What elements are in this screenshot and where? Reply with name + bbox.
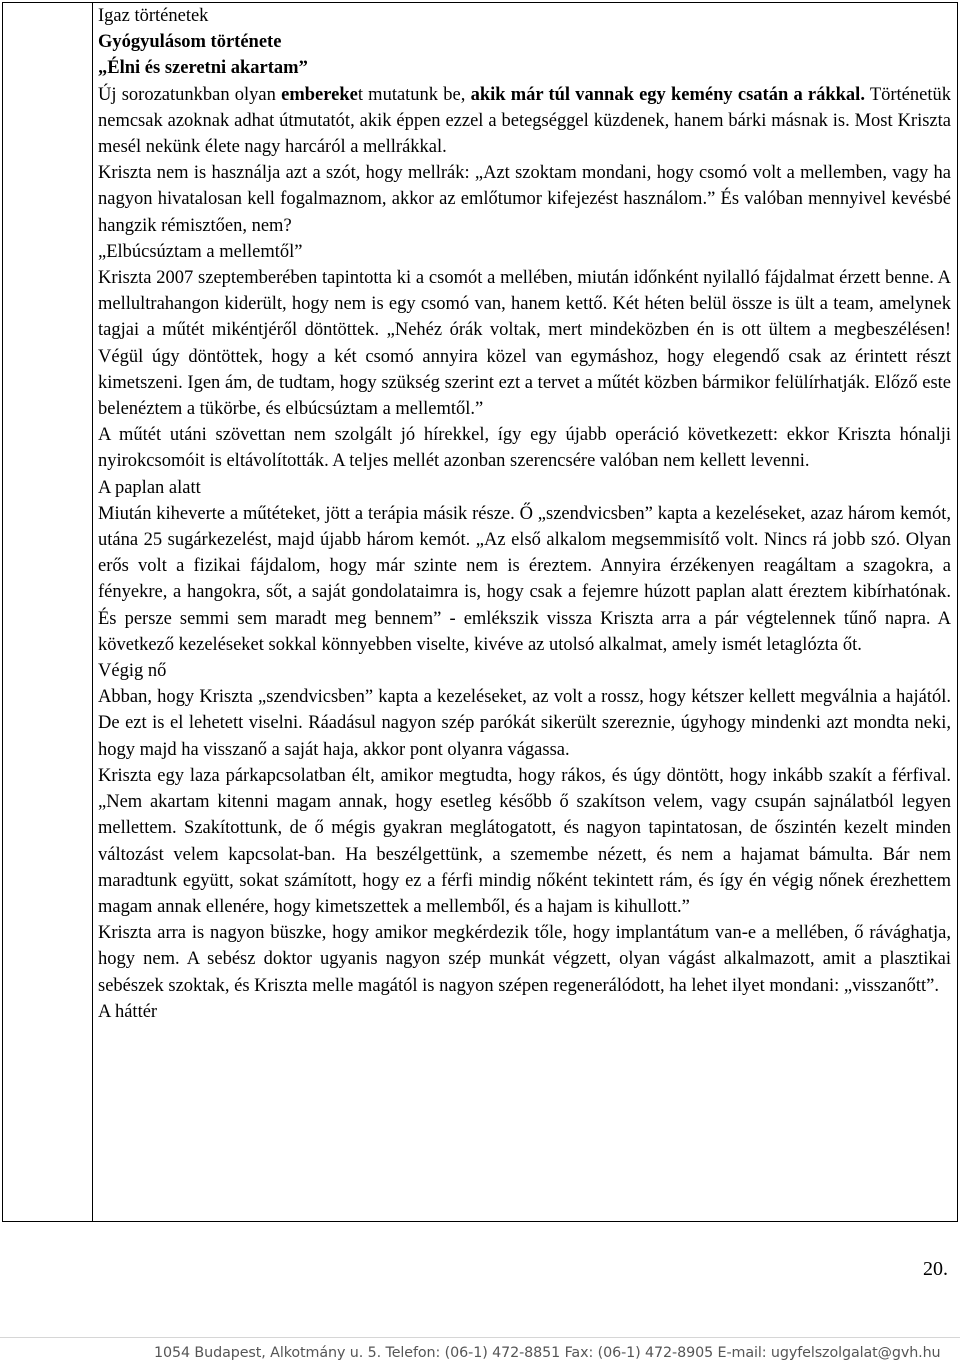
section-label: Igaz történetek bbox=[98, 6, 209, 26]
footer-contact: 1054 Budapest, Alkotmány u. 5. Telefon: (06-1) 472-8851 Fax: (06-1) 472-8905 E-mail: ugyfelszolgalat@gvh.hu bbox=[154, 1345, 941, 1361]
intro-bold-1: embereke bbox=[281, 84, 358, 105]
intro-text-2: t mutatunk be, bbox=[357, 84, 471, 105]
page-number: 20. bbox=[923, 1258, 948, 1280]
heading-2: A paplan alatt bbox=[98, 477, 201, 498]
intro-text-1: Új sorozatunkban olyan bbox=[98, 84, 282, 105]
paragraph-4: Miután kiheverte a műtéteket, jött a terápia másik része. Ő „szendvicsben” kapta a kezeléseket, azaz három kemót, utána 25 sugárkezelést, majd újabb három kemót. „Az első alkalom megsemmisítő volt. Nincs rá jobb szó. Olyan erős volt a fizikai fájdalom, hogy már szinte nem is éreztem. Annyira érzékenyen reagáltam a szagokra, a fényekre, a hangokra, sőt, a saját gondolataimra is, hogy csak a fejemre húzott paplan alatt éreztem kibírhatónak. És persze semmi sem maradt meg bennem” - emlékszik vissza Kriszta arra a pár végtelennek tűnő napra. A következő kezeléseket sokkal könnyebben viselte, kivéve az utolsó alkalmat, amely ismét letaglózta őt. bbox=[98, 503, 951, 655]
left-margin-column bbox=[3, 3, 93, 1221]
paragraph-2: Kriszta 2007 szeptemberében tapintotta ki a csomót a mellében, miután időnként nyilalló fájdalmat érzett benne. A mellultrahangon kiderült, hogy nem is egy csomó van, hanem kettő. Két héten belül össze is ült a team, amelynek tagjai a műtét mikéntjéről döntöttek. „Nehéz órák voltak, mert mindeközben én is ott ültem a megbeszélésen! Végül úgy döntöttek, hogy a két csomó annyira közel van egymáshoz, hogy elegendő csak az érintett részt kimetszeni. Igen ám, de tudtam, hogy szükség szerint ezt a tervet a műtét közben bármikor felülírhatják. Előző este belenéztem a tükörbe, és elbúcsúztam a mellemtől.” bbox=[98, 268, 951, 420]
paragraph-1: Kriszta nem is használja azt a szót, hogy mellrák: „Azt szoktam mondani, hogy csomó volt a mellemben, vagy ha nagyon hivatalosan kell fogalmaznom, akkor az emlőtumor kifejezést használom.” És valóban mennyivel kevésbé hangzik rémisztően, nem? bbox=[98, 163, 951, 236]
footer-bar bbox=[0, 1337, 960, 1365]
intro-paragraph bbox=[98, 82, 951, 161]
heading-3: Végig nő bbox=[98, 661, 167, 682]
paragraph-5: Abban, hogy Kriszta „szendvicsben” kapta a kezeléseket, az volt a rossz, hogy kétszer kellett megválnia a hajától. De ezt is el lehetett viselni. Ráadásul nagyon szép parókát sikerült szereznie, úgyhogy mindenki azt mondta neki, hogy majd ha visszanő a saját haja, akkor pont olyanra vágassa. bbox=[98, 687, 951, 760]
paragraph-7: Kriszta arra is nagyon büszke, hogy amikor megkérdezik tőle, hogy implantátum van-e a mellében, ő rávághatja, hogy nem. A sebész doktor ugyanis nagyon szép munkát végzett, olyan vágást alkalmazott, amit a plasztikai sebészek szoktak, és Kriszta melle magától is nagyon szépen regenerálódott, ha lehet ilyet mondani: „visszanőtt”. bbox=[98, 923, 951, 996]
intro-text-3: Történetük nemcsak azoknak adhat útmutatót, akik éppen ezzel a betegséggel küzdenek, hanem bárki másnak is. Most Kriszta mesél nekünk élete nagy harcáról a mellrákkal. bbox=[98, 84, 951, 158]
paragraph-3: A műtét utáni szövettan nem szolgált jó hírekkel, így egy újabb operáció következett: ekkor Kriszta hónalji nyirokcsomóit is eltávolították. A teljes mellét azonban szerencsére valóban nem kellett levenni. bbox=[98, 425, 951, 472]
article-subtitle: „Élni és szeretni akartam” bbox=[98, 58, 308, 79]
intro-bold-2: akik már túl vannak egy kemény csatán a rákkal. bbox=[470, 84, 865, 105]
article-title: Gyógyulásom története bbox=[98, 32, 282, 53]
heading-1: „Elbúcsúztam a mellemtől” bbox=[98, 241, 303, 262]
paragraph-6: Kriszta egy laza párkapcsolatban élt, amikor megtudta, hogy rákos, és úgy döntött, hogy inkább szakít a férfival. „Nem akartam kitenni magam annak, hogy esetleg később ő szakítson velem, vagy csupán sajnálatból legyen mellettem. Szakítottunk, de ő mégis gyakran meglátogatott, és nagyon tapintatosan, de őszintén kezelt minden változást velem kapcsolat-ban. Ha beszélgettünk, a szemembe nézett, és nem a hajamat bámulta. Bár nem maradtunk együtt, sokat számított, hogy ez a férfi mindig nőként tekintett rám, és így én végig nőnek érezhettem magam annak ellenére, hogy kimetszettek a mellemből, és a hajam is kihullott.” bbox=[98, 765, 951, 917]
heading-4: A háttér bbox=[98, 1001, 158, 1022]
article bbox=[98, 3, 951, 1025]
